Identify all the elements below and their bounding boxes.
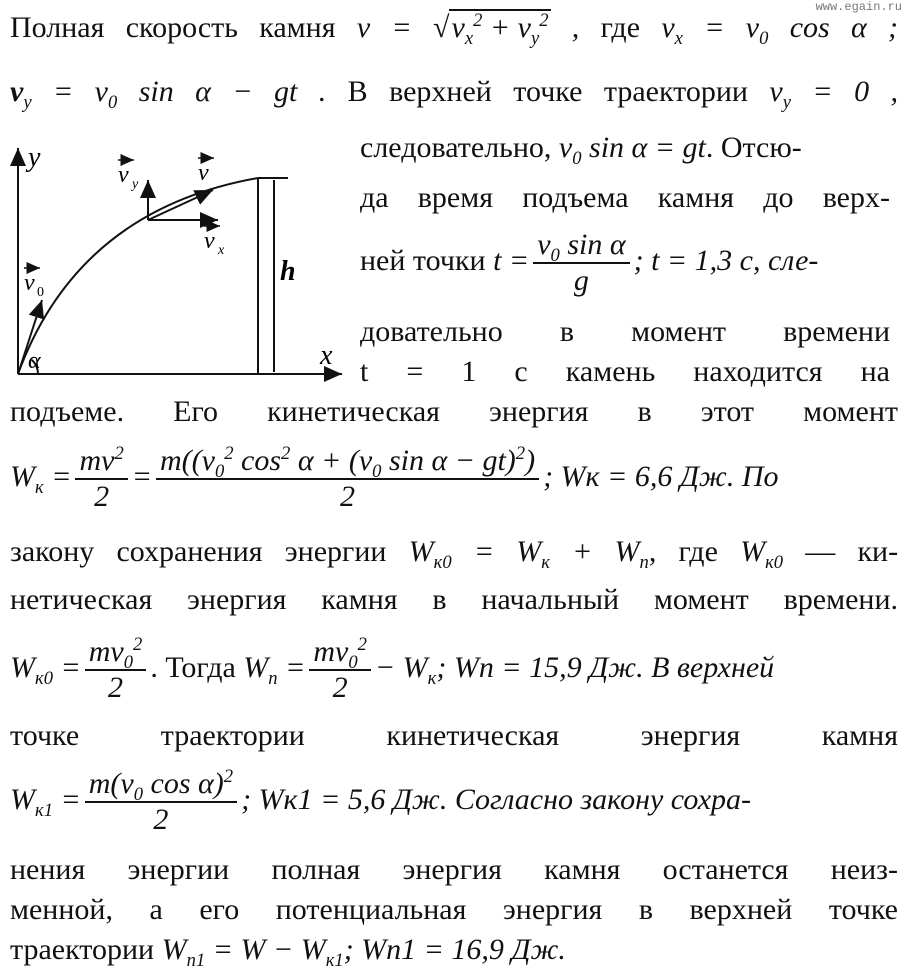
text-line-13: точке траектории кинетическая энергия камня xyxy=(10,719,898,752)
formula-energy-conservation: $W_{к0} = W_к + W_п$ xyxy=(408,535,649,573)
text-line-17: траектории $W_{п1} = W - W_{к1}$; Wп1 = 16,9 Дж. xyxy=(10,933,566,971)
text-line-9: $W_к$ = $\frac{mv^2}{2}$ = $\frac{m((v_0^2 \cos^2 \alpha + (v_0 \sin \alpha - gt)^2)}{2}$ ; Wк = 6,6 Дж. По xyxy=(10,443,779,514)
trajectory-curve xyxy=(18,178,258,374)
text-line-5: ней точки t = $\frac{v_0 \sin \alpha}{g}$ ; t = 1,3 с, сле- xyxy=(360,228,819,298)
formula-top-potential-energy: $W_{п1} = W - W_{к1}$ xyxy=(161,933,344,971)
svg-text:v: v xyxy=(198,160,209,186)
formula-v-total: $v = √v_x^2 + v_y^2$ , xyxy=(356,10,580,49)
svg-text:v: v xyxy=(24,270,35,296)
formula-time: t = $\frac{v_0 \sin \alpha}{g}$ xyxy=(493,244,633,277)
formula-vx: $v_x = v_0$ cos α ; xyxy=(661,11,899,49)
watermark: www.egain.ru xyxy=(815,0,902,14)
text-line-12: $W_{к0}$ = $\frac{mv_0^2}{2}$ . Тогда $W_п$ = $\frac{mv_0^2}{2}$ − $W_к$; Wп = 15,9 Дж. В верхней xyxy=(10,634,775,705)
formula-potential-energy: $W_п$ = $\frac{mv_0^2}{2}$ − $W_к$ xyxy=(243,634,437,705)
text-line-15: нения энергии полная энергия камня останется неиз- xyxy=(10,853,898,886)
svg-text:0: 0 xyxy=(37,285,44,300)
text-line-6: довательно в момент времени xyxy=(360,315,890,348)
label-vy xyxy=(118,160,139,192)
label-alpha: α xyxy=(28,348,41,374)
text-line-10: закону сохранения энергии $W_{к0} = W_к + W_п$, где $W_{к0}$ — ки- xyxy=(10,535,899,573)
label-v0 xyxy=(24,268,44,300)
text-line-8: подъеме. Его кинетическая энергия в этот момент xyxy=(10,395,898,428)
label-y: y xyxy=(28,142,41,173)
text-line-2: $v_y = v_0$ sin α − gt . В верхней точке траектории $v_y = 0$ , xyxy=(10,75,898,113)
svg-text:x: x xyxy=(218,243,225,258)
v-vector xyxy=(148,190,213,220)
label-h: h xyxy=(280,256,296,287)
label-vx xyxy=(204,226,225,258)
text-line-4: да время подъема камня до верх- xyxy=(360,181,890,214)
svg-text:v: v xyxy=(204,228,215,254)
label-x: x xyxy=(320,340,333,371)
text-line-7: t = 1 с камень находится на xyxy=(360,355,890,388)
svg-text:y: y xyxy=(132,177,139,192)
text-line-14: $W_{к1}$ = $\frac{m(v_0 \cos \alpha)^2}{2}$ ; Wк1 = 5,6 Дж. Согласно закону сохра- xyxy=(10,766,752,837)
text-line-16: менной, а его потенциальная энергия в верхней точке xyxy=(10,893,898,926)
formula-kinetic-energy: $W_к$ = $\frac{mv^2}{2}$ = $\frac{m((v_0^2 \cos^2 \alpha + (v_0 \sin \alpha - gt)^2)}{2}$ xyxy=(10,460,543,493)
trajectory-diagram xyxy=(8,140,348,390)
formula-wk0: $W_{к0}$ xyxy=(740,535,784,573)
text-line-1: Полная скорость камня $v = √v_x^2 + v_y^2$ , где $v_x = v_0$ cos α ; xyxy=(10,10,899,49)
formula-vy: $v_y = v_0$ sin α − gt . xyxy=(10,75,327,113)
text-line-3: следовательно, $v_0$ sin α = gt. Отсю- xyxy=(360,131,802,169)
formula-vy-zero: $v_y = 0$ , xyxy=(769,75,898,113)
formula-top-condition: $v_0$ sin α = gt xyxy=(558,131,706,169)
formula-initial-energy: $W_{к0}$ = $\frac{mv_0^2}{2}$ xyxy=(10,651,150,684)
formula-top-kinetic-energy: $W_{к1}$ = $\frac{m(v_0 \cos \alpha)^2}{2}$ xyxy=(10,783,241,816)
svg-text:v: v xyxy=(118,162,129,188)
label-v xyxy=(198,158,214,186)
text-line-11: нетическая энергия камня в начальный момент времени. xyxy=(10,583,898,616)
